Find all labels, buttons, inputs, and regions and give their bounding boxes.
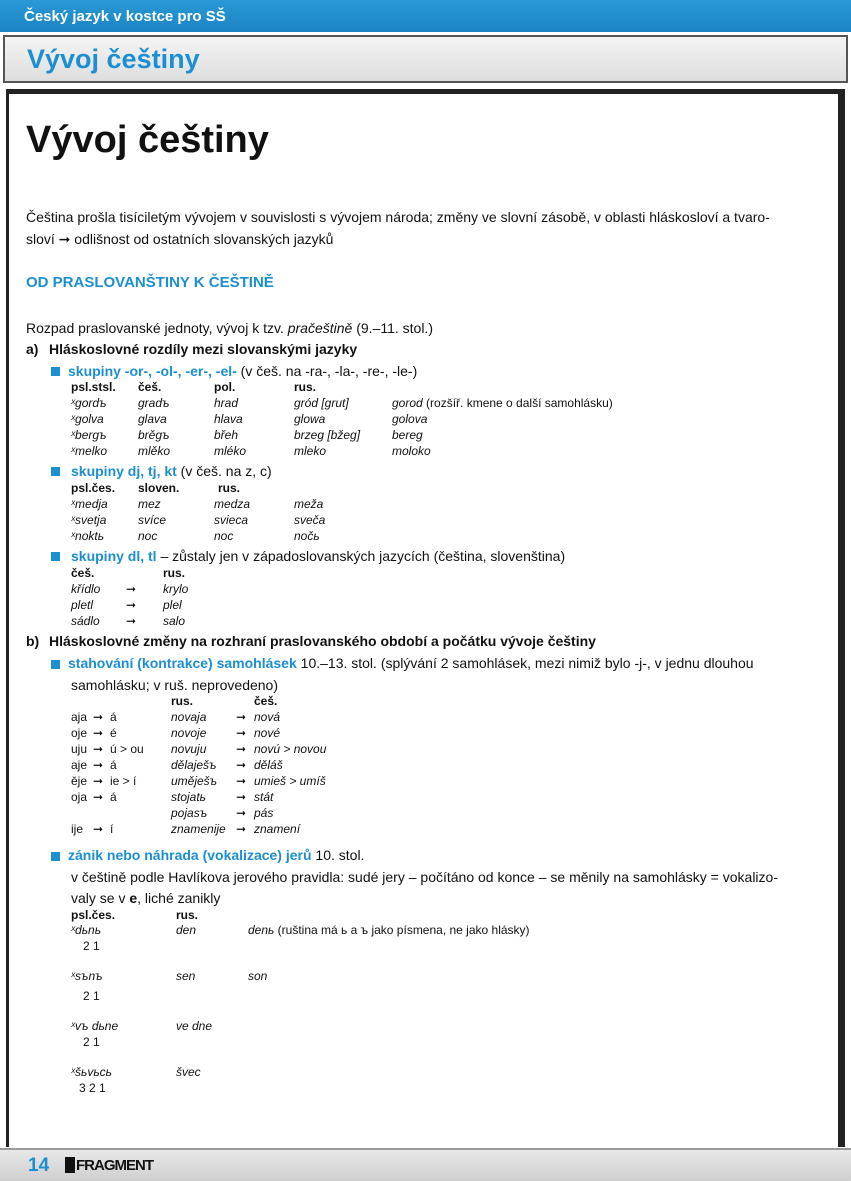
group-or-ol-heading	[68, 363, 417, 379]
table-cell: moloko	[392, 444, 431, 458]
part-a-title: Hláskoslovné rozdíly mezi slovanskými jazyky	[49, 341, 358, 357]
table-cell: děláš	[254, 758, 283, 772]
table-cell: ie > í	[110, 774, 137, 788]
table-cell: ˣnoktь	[71, 529, 105, 543]
table-cell: glava	[138, 412, 167, 426]
table-cell: novuju	[171, 742, 207, 756]
table-cell: nové	[254, 726, 281, 740]
table-header-cell: sloven.	[138, 481, 180, 495]
arrow-right-icon: ➞	[93, 774, 104, 788]
page-title: Vývoj češtiny	[26, 119, 269, 161]
table-cell: křídlo	[71, 582, 101, 596]
group-dl-tl-heading	[71, 548, 565, 564]
table-cell: oje	[71, 726, 88, 740]
jer-order-digits: 3 2 1	[79, 1081, 106, 1095]
table-cell: í	[110, 822, 114, 836]
subheading: OD PRASLOVANŠTINY K ČEŠTINĚ	[26, 274, 274, 291]
table-cell: švec	[176, 1065, 201, 1079]
table-cell: ˣgordъ	[71, 396, 107, 410]
table-cell: břeh	[214, 428, 239, 442]
jer-label: zánik nebo náhrada (vokalizace) jerů	[68, 847, 312, 863]
section-header	[3, 35, 848, 83]
bullet-square-icon	[51, 660, 60, 669]
group-dl-tl-label: skupiny dl, tl	[71, 548, 157, 564]
table-cell: salo	[163, 614, 186, 628]
table-header-cell: pol.	[214, 380, 236, 394]
arrow-right-icon: ➞	[126, 614, 137, 628]
intro-line-1: Čeština prošla tisíciletým vývojem v souvislosti s vývojem národa; změny ve slovní zásobě, v oblasti hláskosloví a tvaro-	[26, 209, 770, 225]
jer-text-part: valy se v	[71, 890, 130, 906]
table-cell: novoje	[171, 726, 207, 740]
jer-text-part: , liché zanikly	[137, 890, 221, 906]
table-cell: plel	[163, 598, 182, 612]
table-cell: znamenije	[171, 822, 226, 836]
table-cell: ú > ou	[110, 742, 144, 756]
table-cell: sveča	[294, 513, 326, 527]
table-header-cell: rus.	[218, 481, 241, 495]
arrow-right-icon: ➞	[93, 726, 104, 740]
table-cell-note: (ruština má ь a ъ jako písmena, ne jako hlásky)	[274, 923, 530, 937]
table-cell: novú > novou	[254, 742, 327, 756]
table-cell: glowa	[294, 412, 326, 426]
group-or-ol-label: skupiny -or-, -ol-, -er-, -el-	[68, 363, 237, 379]
table-cell: ije	[71, 822, 84, 836]
arrow-right-icon: ➞	[93, 822, 104, 836]
publisher-logo	[65, 1157, 153, 1175]
table-cell: ve dne	[176, 1019, 213, 1033]
table-cell: á	[110, 710, 117, 724]
table-header-cell: rus.	[163, 566, 186, 580]
table-cell: gradъ	[138, 396, 170, 410]
bullet-square-icon	[51, 552, 60, 561]
table-cell: znamení	[254, 822, 301, 836]
table-cell: golova	[392, 412, 428, 426]
table-cell: mleko	[294, 444, 327, 458]
book-title-bar	[0, 0, 851, 32]
rozpad-prefix: Rozpad praslovanské jednoty, vývoj k tzv.	[26, 320, 288, 336]
jer-text-line-2	[71, 890, 220, 906]
table-cell: ˣsvetja	[71, 513, 107, 527]
page-number: 14	[28, 1155, 50, 1176]
contraction-heading	[68, 655, 754, 671]
jer-text-line-1: v češtině podle Havlíkova jerového pravidla: sudé jery – počítáno od konce – se měnily na samohlásky = vokalizo-	[71, 869, 778, 885]
group-or-ol-note: (v češ. na -ra-, -la-, -re-, -le-)	[236, 363, 418, 379]
arrow-right-icon: ➞	[236, 774, 247, 788]
arrow-right-icon: ➞	[236, 806, 247, 820]
table-cell: á	[110, 790, 117, 804]
arrow-right-icon: ➞	[126, 582, 137, 596]
table-cell: noc	[214, 529, 234, 543]
group-dl-tl-note: – zůstaly jen v západoslovanských jazycích (čeština, slovenština)	[156, 548, 566, 564]
table-header-cell: rus.	[176, 908, 199, 922]
table-cell: umieš > umíš	[254, 774, 326, 788]
table-cell: mléko	[214, 444, 247, 458]
table-cell: medza	[214, 497, 251, 511]
table-header-cell: rus.	[294, 380, 317, 394]
table-cell: mez	[138, 497, 161, 511]
table-cell: aja	[71, 710, 88, 724]
section-title: Vývoj češtiny	[27, 44, 200, 74]
table-cell-value: denь	[248, 923, 275, 937]
table-cell: nová	[254, 710, 281, 724]
table-cell	[248, 923, 530, 937]
book-title: Český jazyk v kostce pro SŠ	[24, 8, 226, 25]
bullet-square-icon	[51, 467, 60, 476]
arrow-right-icon: ➞	[236, 710, 247, 724]
bullet-square-icon	[51, 852, 60, 861]
bullet-square-icon	[51, 367, 60, 376]
table-header-cell: psl.čes.	[71, 481, 116, 495]
table-cell: noc	[138, 529, 158, 543]
table-cell: bereg	[392, 428, 423, 442]
jer-order-digits: 2 1	[83, 1035, 100, 1049]
table-cell: sen	[176, 969, 196, 983]
arrow-right-icon: ➞	[126, 598, 137, 612]
table-cell: ˣmedja	[71, 497, 108, 511]
table-header-cell: rus.	[171, 694, 194, 708]
table-cell: ˣšьvьcь	[71, 1065, 112, 1079]
table-cell: hlava	[214, 412, 243, 426]
logo-mark-icon	[65, 1157, 75, 1173]
table-cell: brěgъ	[138, 428, 170, 442]
group-dj-tj-label: skupiny dj, tj, kt	[71, 463, 177, 479]
table-cell: dělaješъ	[171, 758, 217, 772]
rozpad-italic: pračeštině	[287, 320, 353, 336]
arrow-right-icon: ➞	[93, 790, 104, 804]
part-b-title: Hláskoslovné změny na rozhraní praslovanského období a počátku vývoje češtiny	[49, 633, 596, 649]
arrow-right-icon: ➞	[93, 710, 104, 724]
jer-order-digits: 2 1	[83, 989, 100, 1003]
contraction-label: stahování (kontrakce) samohlásek	[68, 655, 297, 671]
group-dj-tj-heading	[71, 463, 272, 479]
table-cell: svíce	[138, 513, 167, 527]
table-cell: ˣsъnъ	[71, 969, 103, 983]
contraction-note: 10.–13. stol. (splývání 2 samohlásek, mezi nimiž bylo -j-, v jednu dlouhou	[296, 655, 754, 671]
arrow-right-icon: ➞	[93, 742, 104, 756]
table-cell: ˣmelko	[71, 444, 108, 458]
table-cell: ˣdьnь	[71, 923, 102, 937]
table-cell: den	[176, 923, 197, 937]
rozpad-line	[26, 320, 433, 336]
arrow-right-icon: ➞	[236, 726, 247, 740]
logo-text: FRAGMENT	[76, 1157, 153, 1174]
table-header-cell: češ.	[71, 566, 95, 580]
page-footer	[0, 1148, 851, 1181]
table-cell: é	[110, 726, 117, 740]
arrow-right-icon: ➞	[236, 822, 247, 836]
table-cell: aje	[71, 758, 88, 772]
table-cell: stát	[254, 790, 274, 804]
jer-heading	[68, 847, 364, 863]
table-cell: son	[248, 969, 268, 983]
table-cell: pojasъ	[171, 806, 208, 820]
jer-text-bold: e	[129, 890, 138, 906]
table-header-cell: češ.	[138, 380, 162, 394]
table-cell: stojatь	[171, 790, 206, 804]
table-cell: nočь	[294, 529, 320, 543]
table-header-cell: psl.stsl.	[71, 380, 116, 394]
table-cell: pás	[254, 806, 274, 820]
table-cell: uměješъ	[171, 774, 218, 788]
table-cell: meža	[294, 497, 324, 511]
table-cell: oja	[71, 790, 88, 804]
jer-order-digits: 2 1	[83, 939, 100, 953]
table-cell: brzeg [bžeg]	[294, 428, 361, 442]
rozpad-suffix: (9.–11. stol.)	[352, 320, 433, 336]
table-cell: ˣbergъ	[71, 428, 107, 442]
group-dj-tj-note: (v češ. na z, c)	[176, 463, 272, 479]
table-cell: sádlo	[71, 614, 100, 628]
contraction-note-line-2: samohlásku; v ruš. neprovedeno)	[71, 677, 278, 693]
table-cell: ˣvъ dьne	[71, 1019, 119, 1033]
arrow-right-icon: ➞	[93, 758, 104, 772]
arrow-right-icon: ➞	[236, 790, 247, 804]
jer-note: 10. stol.	[311, 847, 365, 863]
arrow-right-icon: ➞	[236, 758, 247, 772]
table-cell-note: (rozšíř. kmene o další samohlásku)	[422, 396, 613, 410]
table-cell: hrad	[214, 396, 239, 410]
table-cell: pletl	[71, 598, 94, 612]
arrow-right-icon: ➞	[236, 742, 247, 756]
table-header-cell: češ.	[254, 694, 278, 708]
table-header-cell: psl.čes.	[71, 908, 116, 922]
table-cell: ěje	[71, 774, 88, 788]
table-cell: krylo	[163, 582, 189, 596]
table-cell: á	[110, 758, 117, 772]
table-cell	[392, 396, 613, 410]
intro-line-2: sloví ➞ odlišnost od ostatních slovanských jazyků	[26, 231, 334, 247]
table-cell: mlěko	[138, 444, 171, 458]
table-cell: novaja	[171, 710, 207, 724]
table-cell: ˣgolva	[71, 412, 104, 426]
table-cell: uju	[71, 742, 88, 756]
table-cell: gród [grut]	[294, 396, 349, 410]
page-content	[6, 89, 845, 1147]
part-a-letter: a)	[26, 341, 39, 357]
table-cell-value: gorod	[392, 396, 423, 410]
part-b-letter: b)	[26, 633, 40, 649]
table-cell: svieca	[214, 513, 249, 527]
